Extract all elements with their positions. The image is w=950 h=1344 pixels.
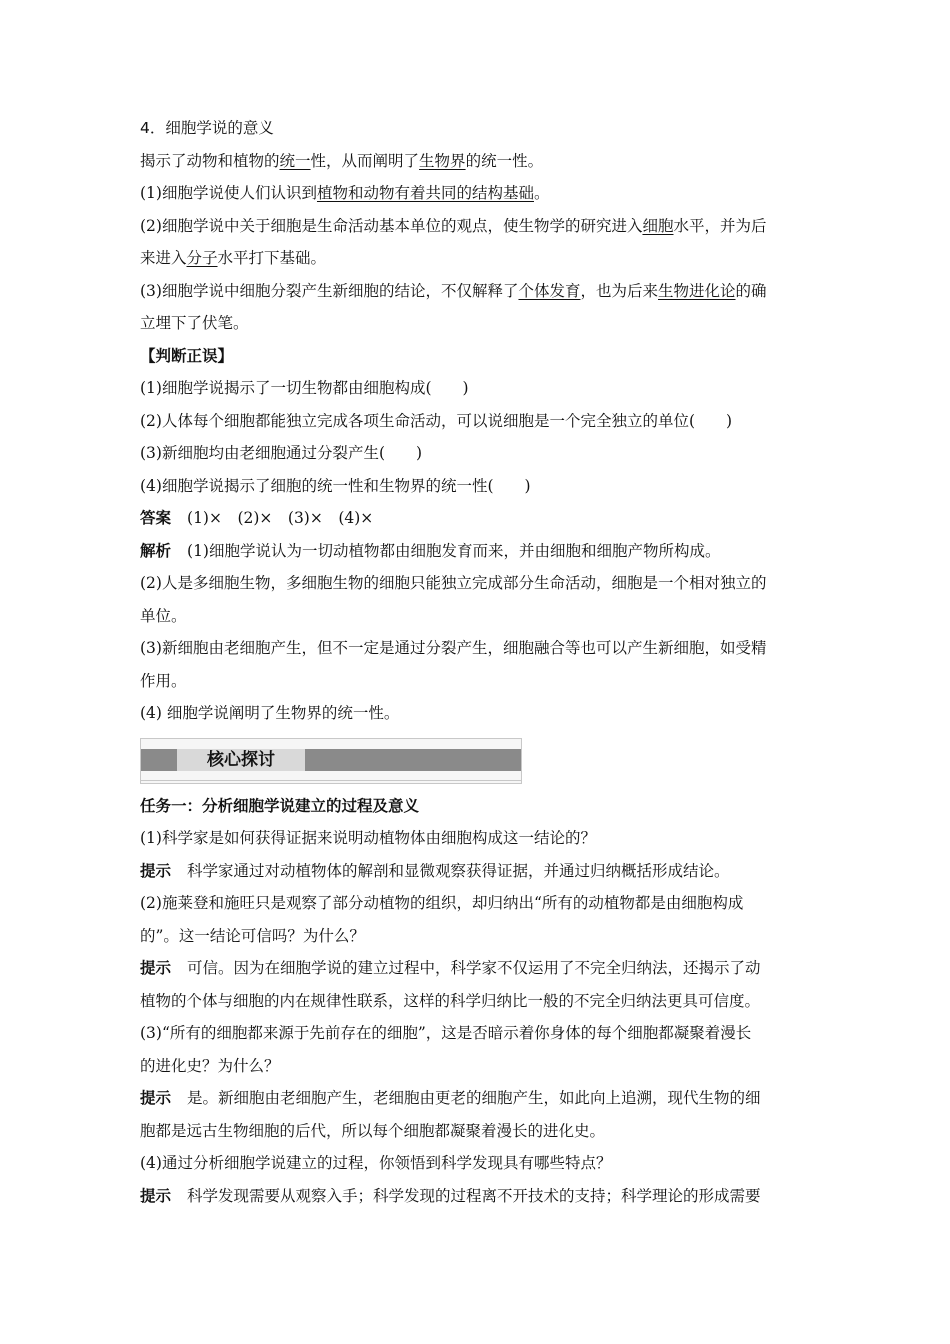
underlined-term: 生物进化论 [658, 281, 736, 300]
page-content [140, 112, 812, 1212]
hint-3: 胞都是远古生物细胞的后代，所以每个细胞都凝聚着漫长的进化史。 [140, 1121, 606, 1140]
question-4: (4)通过分析细胞学说建立的过程，你领悟到科学发现具有哪些特点？ [140, 1154, 612, 1172]
underlined-term: 细胞 [642, 216, 674, 235]
analysis-line: (3)新细胞由老细胞产生，但不一定是通过分裂产生，细胞融合等也可以产生新细胞，如受精 [140, 639, 767, 657]
hint-4: 提示 科学发现需要从观察入手；科学发现的过程离不开技术的支持；科学理论的形成需要 [140, 1186, 761, 1205]
underlined-term: 植物和动物有着共同的结构基础 [316, 184, 534, 202]
point-2-line-2: 来进入分子水平打下基础。 [140, 249, 327, 267]
judge-item: (3)新细胞均由老细胞通过分裂产生( ) [140, 444, 423, 462]
question-2: (2)施莱登和施旺只是观察了部分动植物的组织，却归纳出“所有的动植物都是由细胞构成 [140, 894, 744, 912]
hint-label: 提示 [140, 861, 172, 880]
answer-line [140, 502, 812, 535]
analysis-line: 单位。 [140, 606, 187, 625]
banner-underline [141, 780, 521, 781]
answer-text: (1)× (2)× (3)× (4)× [187, 509, 374, 527]
analysis-line: 作用。 [140, 671, 187, 690]
analysis-line: (4) 细胞学说阐明了生物界的统一性。 [140, 704, 400, 722]
banner-title: 核心探讨 [177, 749, 305, 771]
answer-label: 答案 [140, 509, 172, 527]
point-3-line-2: 立埋下了伏笔。 [140, 314, 249, 332]
question-3: 的进化史？为什么？ [140, 1056, 280, 1075]
judge-heading: 【判断正误】 [140, 346, 234, 365]
section-intro: 揭示了动物和植物的统一性，从而阐明了生物界的统一性。 [140, 151, 544, 170]
point-3-line-1: (3)细胞学说中细胞分裂产生新细胞的结论，不仅解释了个体发育，也为后来生物进化论的确 [140, 281, 767, 300]
analysis-line: 解析 (1)细胞学说认为一切动植物都由细胞发育而来，并由细胞和细胞产物所构成。 [140, 541, 721, 560]
underlined-term: 统一 [279, 151, 311, 170]
point-2-line-1: (2)细胞学说中关于细胞是生命活动基本单位的观点，使生物学的研究进入细胞水平，并为后 [140, 216, 767, 235]
analysis-label: 解析 [140, 541, 172, 560]
judge-item: (4)细胞学说揭示了细胞的统一性和生物界的统一性( ) [140, 476, 531, 495]
hint-1: 提示 科学家通过对动植物体的解剖和显微观察获得证据，并通过归纳概括形成结论。 [140, 861, 730, 880]
judge-item: (2)人体每个细胞都能独立完成各项生命活动，可以说细胞是一个完全独立的单位( ) [140, 411, 733, 430]
underlined-term: 生物界 [419, 151, 466, 170]
hint-3: 提示 是。新细胞由老细胞产生，老细胞由更老的细胞产生，如此向上追溯，现代生物的细 [140, 1089, 761, 1107]
question-2: 的”。这一结论可信吗？为什么？ [140, 926, 365, 945]
underlined-term: 分子 [186, 249, 218, 267]
underlined-term: 个体发育 [518, 281, 581, 300]
analysis-line: (2)人是多细胞生物，多细胞生物的细胞只能独立完成部分生命活动，细胞是一个相对独立的 [140, 574, 767, 592]
hint-2: 植物的个体与细胞的内在规律性联系，这样的科学归纳比一般的不完全归纳法更具可信度。 [140, 991, 761, 1010]
question-1: (1)科学家是如何获得证据来说明动植物体由细胞构成这一结论的？ [140, 829, 596, 847]
question-3: (3)“所有的细胞都来源于先前存在的细胞”，这是否暗示着你身体的每个细胞都凝聚着漫长 [140, 1024, 752, 1042]
judge-item: (1)细胞学说揭示了一切生物都由细胞构成( ) [140, 379, 469, 397]
point-1: (1)细胞学说使人们认识到植物和动物有着共同的结构基础。 [140, 184, 550, 202]
section-banner [140, 738, 522, 784]
hint-label: 提示 [140, 1186, 172, 1205]
hint-label: 提示 [140, 1089, 172, 1107]
banner-accent [141, 749, 177, 771]
section-title: 4．细胞学说的意义 [140, 119, 274, 137]
banner-fill [305, 749, 521, 771]
hint-2: 提示 可信。因为在细胞学说的建立过程中，科学家不仅运用了不完全归纳法，还揭示了动 [140, 959, 761, 977]
task-heading: 任务一：分析细胞学说建立的过程及意义 [140, 796, 420, 815]
hint-label: 提示 [140, 959, 172, 977]
